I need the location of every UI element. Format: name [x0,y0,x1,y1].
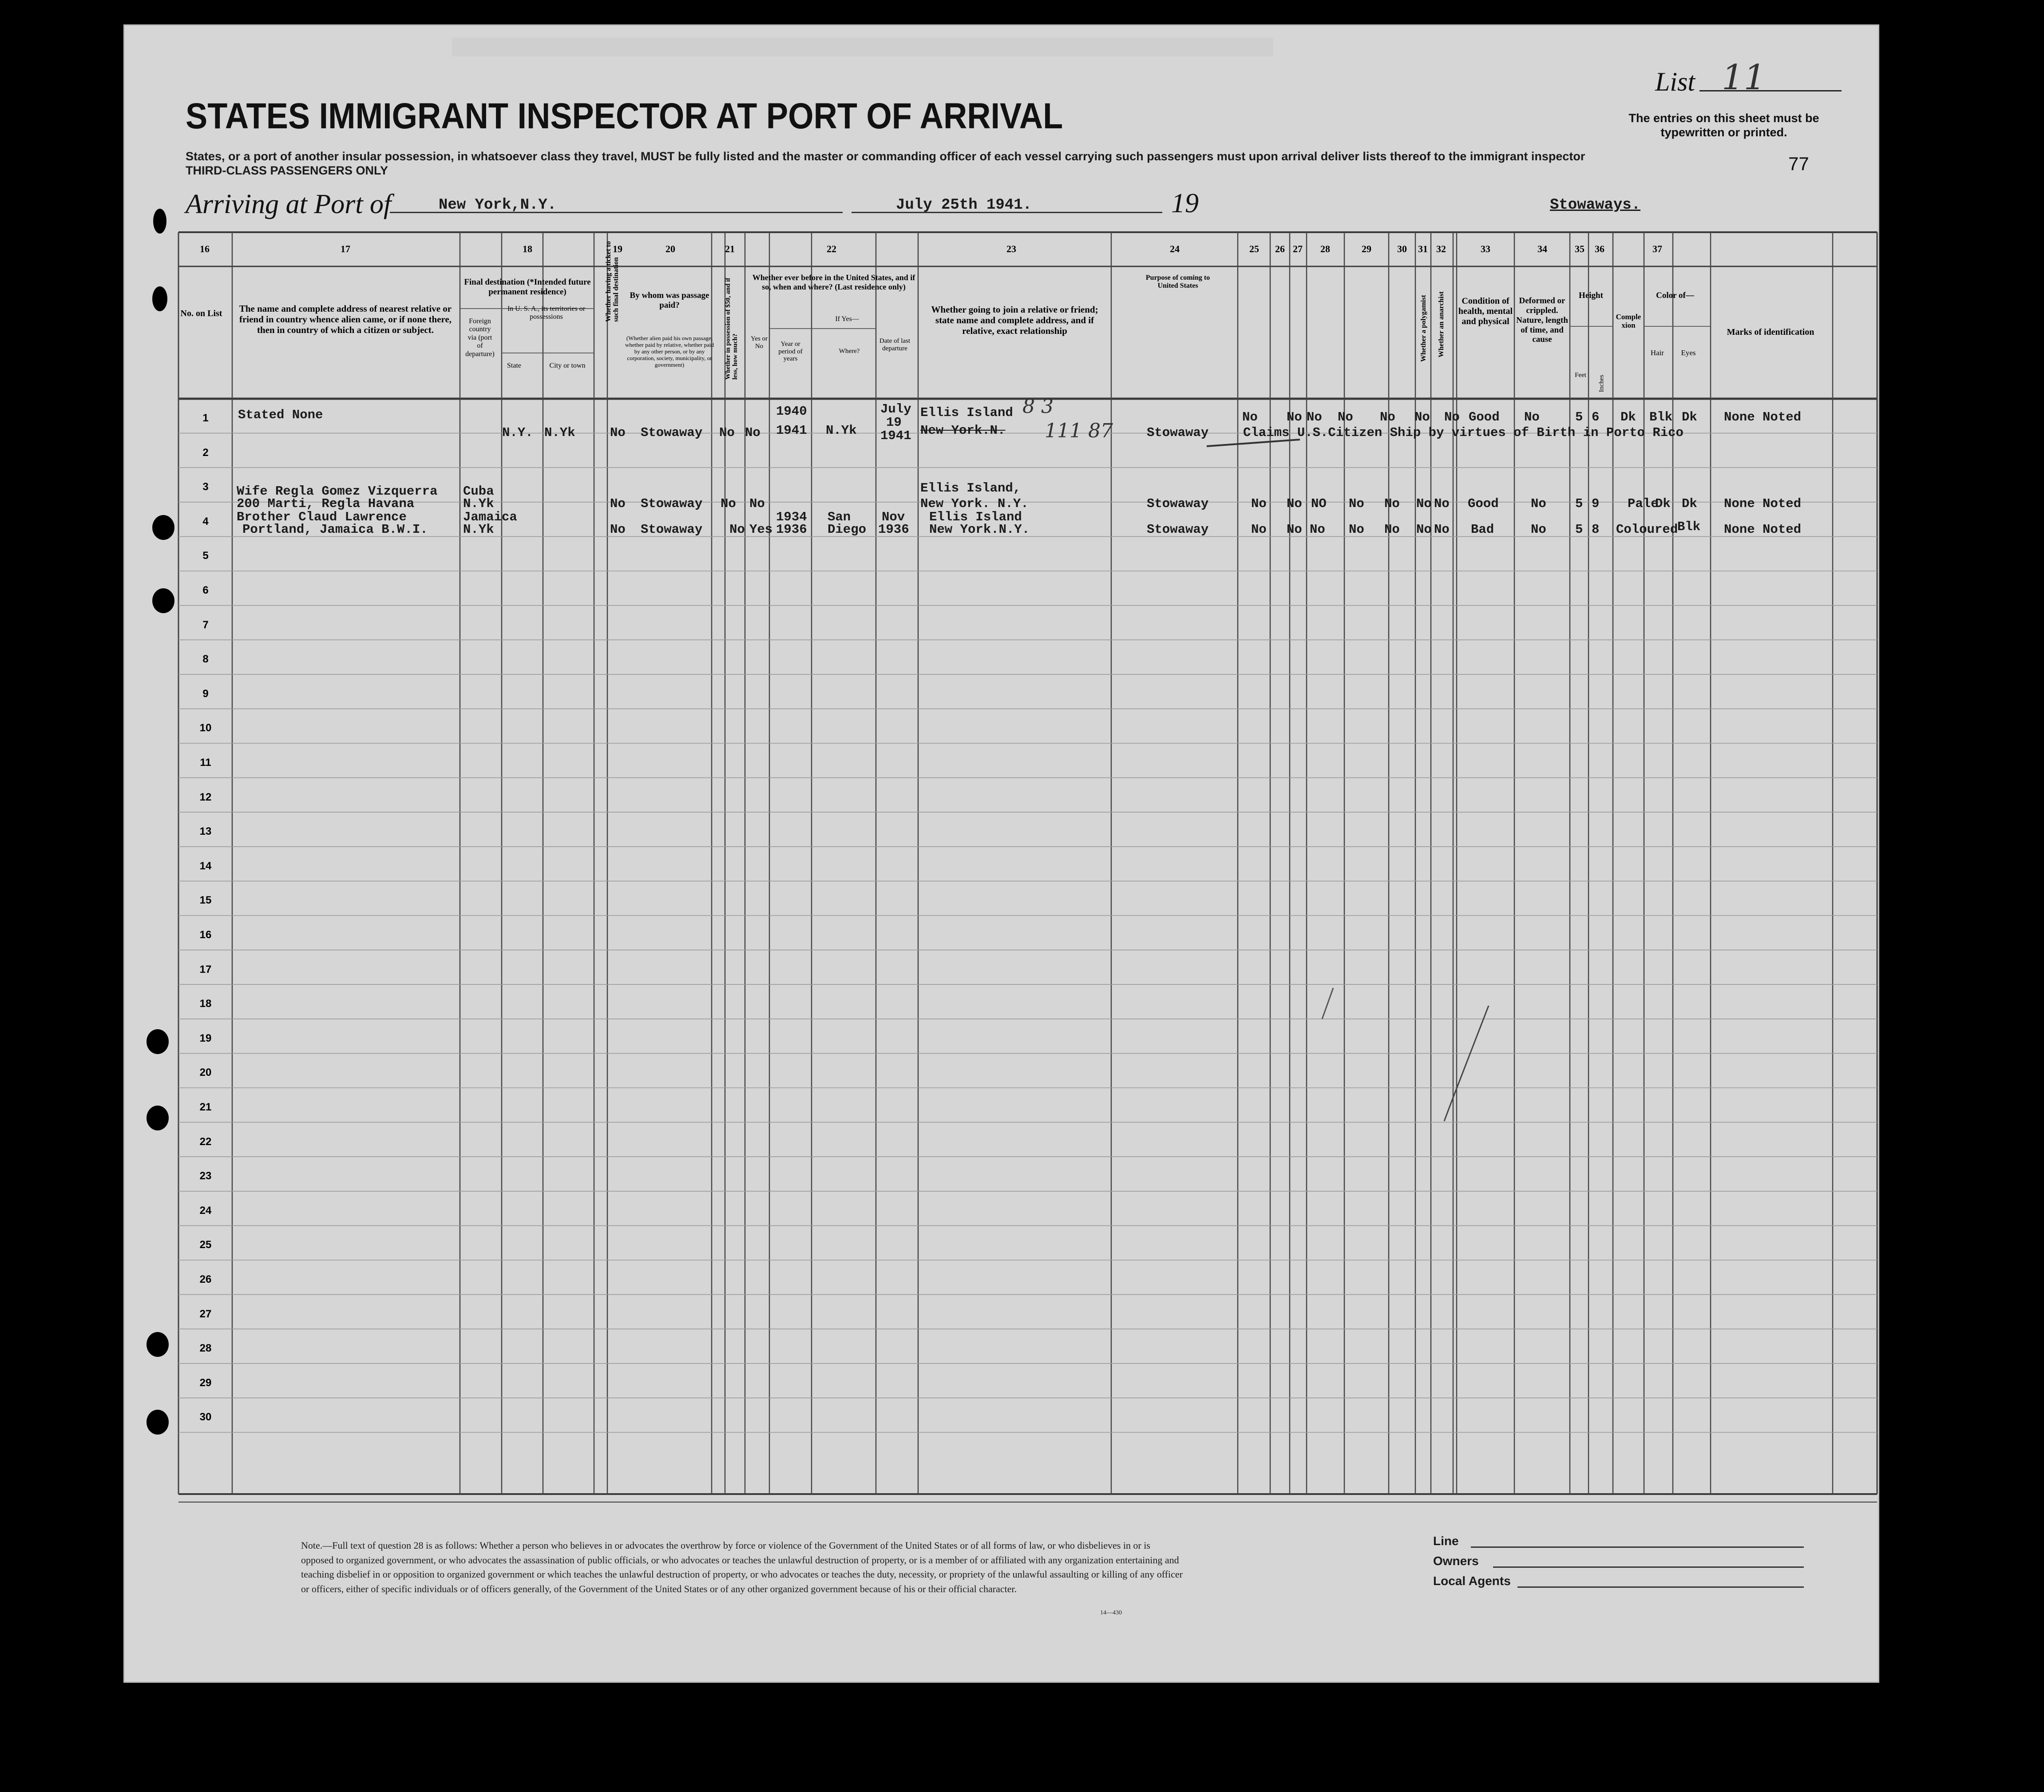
row-number: 20 [199,1066,212,1079]
row3-c25: No [1251,496,1267,511]
row1-citizenship-claim: Claims U.S.Citizen Ship by virtues of Birth in Porto Rico [1243,425,1684,440]
port-name: New York,N.Y. [439,197,557,214]
binder-hole [152,286,167,311]
row-number: 2 [202,446,209,459]
row1-eyes: Dk [1682,410,1697,424]
question-28-note: Note.—Full text of question 28 is as follows: Whether a person who believes in or advocates the overthrow by force or violence of the Government of the United States or of all forms of law, or who disbelieves in or is opposed to organized government, or who advocates the assassination of public officials, or who advocates or teaches the unlawful destruction of property, or is a member of or affiliated with any organization entertaining and teaching disbelief in or opposition to organized government or which teaches the unlawful destruction of property, or who advocates or teaches the duty, necessity, or propriety of the unlawful assaulting or killing of any officer or officers, either of specific individuals or of officers generally, of the Government of the United States or of any other organized government because of his or their official character. [301,1540,1183,1594]
row3-join-b: New York. N.Y. [920,496,1029,511]
row-number: 7 [202,618,209,631]
row1-health: Good [1469,410,1500,424]
row3-c27: NO [1311,496,1327,511]
column-number: 18 [523,243,532,254]
row4-join-b: New York.N.Y. [929,522,1030,537]
row1-inches: 6 [1592,410,1600,424]
row3-deformed: No [1531,496,1546,511]
line-label: Line [1433,1534,1459,1548]
row1-join-a: Ellis Island [920,405,1013,420]
column-number: 19 [613,243,622,254]
column-number: 20 [665,243,675,254]
row3-inches: 9 [1592,496,1600,511]
column-number: 26 [1275,243,1285,254]
row1-paid: Stowaway [641,425,703,440]
header-if-yes: If Yes— [835,315,859,323]
row4-feet: 5 [1575,522,1583,537]
row3-fifty: No [721,496,736,511]
column-number: 29 [1362,243,1371,254]
row1-yesno: No [745,425,761,440]
row1-date-c: 1941 [880,428,911,443]
header-eyes: Eyes [1681,349,1696,357]
row4-where-b: Diego [828,522,867,537]
row4-inches: 8 [1592,522,1600,537]
row4-c31: No [1434,522,1450,537]
column-number: 27 [1293,243,1303,254]
row-number: 19 [199,1032,212,1044]
row-number: 6 [202,584,209,596]
header-passage-paid: By whom was passage paid? [630,291,709,310]
form-code: 14—430 [1100,1610,1122,1616]
page-number: 77 [1788,153,1809,174]
column-number: 32 [1436,243,1446,254]
binder-hole [153,209,166,234]
header-yes-no: Yes or No [750,335,768,350]
row3-state: N.Yk [463,496,494,511]
column-number: 36 [1595,243,1604,254]
row1-where: N.Yk [826,423,857,438]
header-inches: Inches [1598,374,1605,392]
row4-c25: No [1251,522,1267,537]
binder-hole [147,1332,169,1357]
row4-ticket: No [610,522,626,537]
binder-hole [147,1106,169,1130]
row-number: 22 [199,1135,212,1148]
row1-c29: No [1380,410,1395,424]
row-number: 21 [199,1101,212,1113]
passenger-category: Stowaways. [1550,197,1641,214]
row1-purpose: Stowaway [1147,425,1209,440]
header-date-last: Date of last departure [879,337,911,352]
column-number: 25 [1249,243,1259,254]
column-number: 28 [1320,243,1330,254]
row-number: 29 [199,1376,212,1389]
row-number: 17 [199,963,212,975]
row4-c26: No [1287,522,1302,537]
form-subtitle-class: THIRD-CLASS PASSENGERS ONLY [186,164,388,177]
column-number: 17 [341,243,350,254]
header-feet: Feet [1575,372,1586,379]
row1-complexion: Dk [1620,410,1636,424]
row-number: 30 [199,1411,212,1423]
row4-date-b: 1936 [878,522,909,537]
row1-date-b: 19 [886,415,902,430]
column-number: 30 [1397,243,1407,254]
row1-handwriting-a: 8 3 [1022,395,1054,418]
row1-c25: No [1242,410,1258,424]
column-number: 34 [1537,243,1547,254]
header-polygamist: Whether a polygamist [1420,295,1427,362]
column-number: 31 [1418,243,1428,254]
row4-deformed: No [1531,522,1546,537]
row-number: 25 [199,1239,212,1251]
header-hair: Hair [1650,349,1664,357]
row3-paid: Stowaway [641,496,703,511]
row-number: 27 [199,1308,212,1320]
row3-c28: No [1349,496,1364,511]
row1-date-a: July [880,402,911,416]
row3-feet: 5 [1575,496,1583,511]
row4-c28: No [1349,522,1364,537]
list-number: 11 [1722,58,1766,98]
row-number: 13 [199,825,212,838]
row4-c27: No [1310,522,1325,537]
row-number: 1 [202,412,209,424]
header-year: Year or period of years [778,341,803,362]
header-deformed: Deformed or crippled. Nature, length of time, and cause [1516,296,1568,345]
header-join-relative: Whether going to join a relative or friend; state name and complete address, and if relative, exact relationship [931,304,1098,337]
row-number: 9 [202,687,209,700]
row3-c29: No [1384,496,1400,511]
row4-purpose: Stowaway [1147,522,1209,537]
row3-yesno: No [749,496,765,511]
row3-health: Good [1468,496,1499,511]
row-number: 5 [202,550,209,562]
row-number: 26 [199,1273,212,1285]
row1-fifty: No [719,425,735,440]
row1-hair: Blk [1649,410,1673,424]
row1-feet: 5 [1575,410,1583,424]
row4-yesno: Yes [749,522,773,537]
row4-c29: No [1384,522,1400,537]
row3-complexion: Pale [1628,496,1659,511]
row3-ticket: No [610,496,626,511]
row-number: 23 [199,1170,212,1182]
row4-complexion: Coloured [1616,522,1678,537]
column-number: 21 [725,243,735,254]
header-ever-before: Whether ever before in the United States, and if so, when and where? (Last residence only) [752,273,915,291]
row4-year-a: 1934 [776,510,807,524]
column-number: 24 [1170,243,1180,254]
row-number: 28 [199,1342,212,1355]
row1-relative: Stated None [238,408,323,422]
row1-city: N.Yk [544,425,575,440]
arriving-label: Arriving at Port of [186,189,392,219]
row1-c31: No [1444,410,1460,424]
row-number: 24 [199,1204,212,1217]
header-height: Height [1579,291,1603,300]
row4-paid: Stowaway [641,522,703,537]
row3-foreign: Cuba [463,484,494,499]
row-number: 11 [200,757,211,769]
row1-year-a: 1940 [776,404,807,419]
line-underline [1471,1546,1804,1548]
column-number: 23 [1006,243,1016,254]
header-no-on-list: No. on List [180,309,222,318]
row4-c30: No [1416,522,1432,537]
row3-eyes: Dk [1682,496,1697,511]
row-number: 8 [202,653,209,666]
year-label: 19 [1171,188,1199,218]
list-label: List [1655,67,1695,96]
row4-relative-b: Portland, Jamaica B.W.I. [242,522,428,537]
arrival-date: July 25th 1941. [896,197,1032,214]
column-number: 37 [1652,243,1662,254]
owners-underline [1493,1566,1804,1568]
form-title: STATES IMMIGRANT INSPECTOR AT PORT OF ARRIVAL [186,96,1063,136]
row4-fifty: No [729,522,745,537]
owners-label: Owners [1433,1554,1479,1568]
row-number: 15 [199,894,212,907]
row3-relative-a: Wife Regla Gomez Vizquerra [237,484,438,499]
typewritten-note: The entries on this sheet must be typewritten or printed. [1628,111,1819,139]
header-anarchist: Whether an anarchist [1438,291,1445,357]
row1-c26: No [1287,410,1302,424]
row-number: 18 [199,998,212,1010]
row3-marks: None Noted [1724,496,1802,511]
row3-c31: No [1434,496,1450,511]
column-number: 33 [1481,243,1490,254]
header-ticket: Whether having a ticket to such final destination [605,241,620,322]
row3-join-a: Ellis Island, [920,481,1021,496]
row4-date-a: Nov [882,510,905,524]
row3-c26: No [1287,496,1302,511]
pen-marks [123,24,1879,1683]
row4-state: N.Yk [463,522,494,537]
local-agents-underline [1517,1586,1804,1588]
row-number: 12 [199,791,212,803]
row1-ticket: No [610,425,626,440]
row4-hair: Blk [1677,519,1701,534]
row-number: 14 [199,860,212,872]
row4-join-a: Ellis Island [929,510,1022,524]
column-number: 22 [827,243,836,254]
header-marks: Marks of identification [1727,327,1814,337]
row1-c27: No [1307,410,1322,424]
row3-hair: Dk [1655,496,1671,511]
row1-join-b: New York.N. [920,423,1006,438]
header-nearest-relative: The name and complete address of nearest relative or friend in country whence alien came, or if none there, then in country of which a citizen or subject. [239,303,452,336]
row1-deformed: No [1524,410,1540,424]
row4-year-b: 1936 [776,522,807,537]
column-number: 35 [1575,243,1584,254]
row1-c28: No [1338,410,1353,424]
row4-foreign: Jamaica [463,510,517,524]
binder-hole [147,1410,169,1435]
header-city: City or town [549,362,586,369]
column-number: 16 [200,243,210,254]
binder-hole [152,588,174,613]
form-subtitle: States, or a port of another insular possession, in whatsoever class they travel, MUST be fully listed and the master or commanding officer of each vessel carrying such passengers must upon arrival deliver lists thereof to the immigrant inspector [186,150,1585,163]
row1-c30: No [1414,410,1430,424]
row4-where-a: San [828,510,851,524]
row-number: 4 [202,515,209,527]
row1-marks: None Noted [1724,410,1802,424]
row1-state: N.Y. [502,425,533,440]
manifest-sheet [123,24,1879,1683]
header-complexion: Complexion [1616,313,1641,329]
header-state: State [507,362,521,369]
row4-marks: None Noted [1724,522,1802,537]
row3-c30: No [1416,496,1432,511]
row1-year-b: 1941 [776,423,807,438]
header-usa: In U. S. A., its territories or possessions [507,305,586,321]
row4-relative-a: Brother Claud Lawrence [237,510,407,524]
header-color-of: Color of— [1656,291,1694,300]
row3-relative-b: 200 Marti, Regla Havana [237,496,415,511]
header-fifty-dollars: Whether in possession of $50, and if less, how much? [725,278,739,380]
row1-handwriting-b: 111 87 [1045,420,1113,442]
row-number: 16 [199,929,212,941]
local-agents-label: Local Agents [1433,1574,1511,1588]
row4-health: Bad [1471,522,1494,537]
header-health: Condition of health, mental and physical [1458,296,1513,326]
binder-hole [152,515,174,540]
header-passage-paid-note: (Whether alien paid his own passage, whether paid by relative, whether paid by any other person, or by any corporation, society, municipality, or government) [625,335,714,368]
header-purpose: Purpose of coming to United States [1145,274,1210,289]
header-final-destination: Final destination (*Intended future permanent residence) [464,278,591,297]
binder-hole [147,1029,169,1054]
row-number: 3 [202,481,209,493]
header-where: Where? [839,348,860,355]
row3-purpose: Stowaway [1147,496,1209,511]
header-foreign-country: Foreign country via (port of departure) [465,317,495,358]
row-number: 10 [199,722,212,734]
